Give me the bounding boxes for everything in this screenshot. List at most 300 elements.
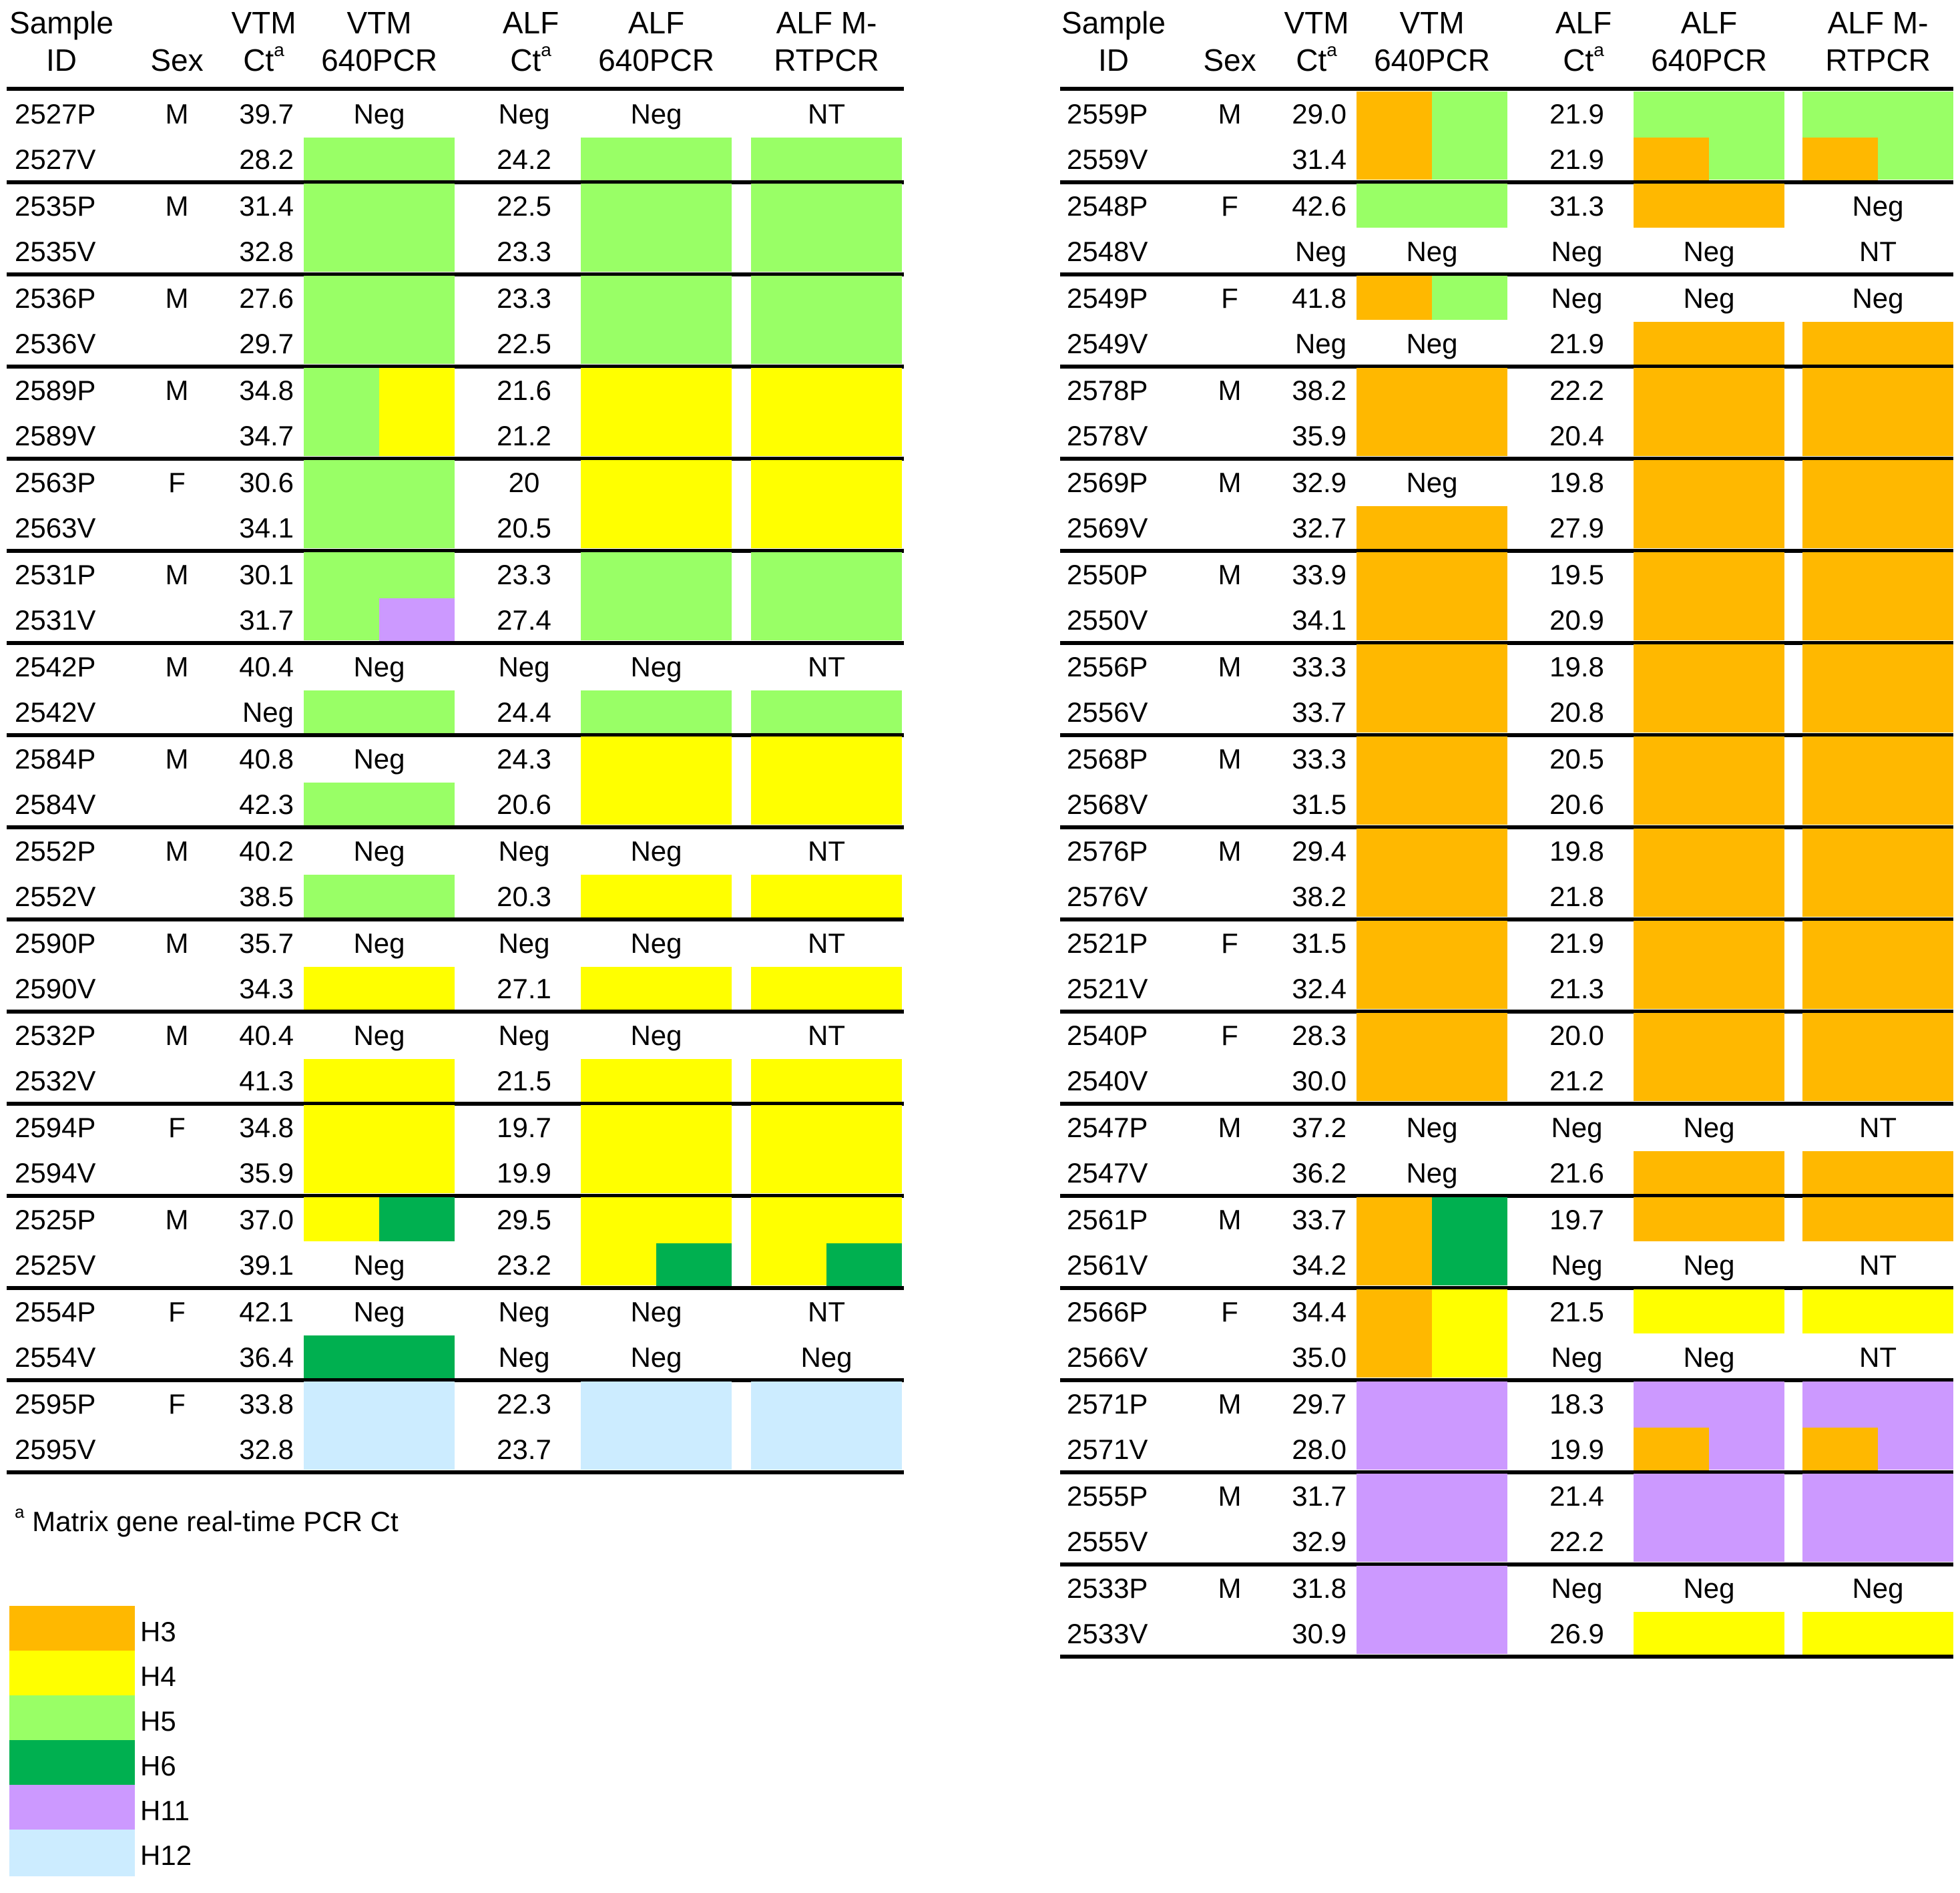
vtm-ct: 28.0 — [1292, 1434, 1346, 1465]
vtm-ct: 41.3 — [239, 1065, 294, 1096]
vtm-640pcr — [1357, 1382, 1507, 1427]
sample-id: 2569V — [1067, 512, 1148, 544]
header-sample_id-line: ID — [46, 43, 77, 77]
alf-640pcr — [1634, 829, 1784, 874]
sample-id: 2589P — [15, 375, 96, 406]
vtm-ct: 33.7 — [1292, 1204, 1346, 1235]
alf-ct: 21.5 — [497, 1065, 551, 1096]
alf-m-rtpcr — [1802, 91, 1953, 137]
sex: F — [1221, 1296, 1238, 1327]
vtm-640pcr — [1357, 1474, 1507, 1519]
vtm-ct: 31.5 — [1292, 789, 1346, 820]
sample-id: 2527P — [15, 98, 96, 130]
sample-id: 2594V — [15, 1157, 96, 1189]
vtm-ct: 30.6 — [239, 467, 294, 498]
vtm-ct: 32.4 — [1292, 973, 1346, 1004]
header-alf_ct-line: ALF — [502, 5, 559, 40]
sex: M — [1218, 1572, 1242, 1604]
alf-ct: 24.3 — [497, 743, 551, 775]
header-rule — [7, 87, 904, 91]
vtm-640pcr: Neg — [1406, 328, 1458, 359]
alf-640pcr — [1634, 505, 1784, 551]
vtm-ct: 30.9 — [1292, 1618, 1346, 1649]
header-vtm_ct — [1280, 4, 1353, 79]
vtm-ct: 34.3 — [239, 973, 294, 1004]
alf-640pcr — [1634, 1289, 1784, 1335]
vtm-640pcr — [1357, 552, 1507, 598]
sex: M — [1218, 1112, 1242, 1143]
vtm-640pcr — [304, 690, 455, 735]
sex: M — [1218, 651, 1242, 682]
alf-ct: 21.9 — [1549, 328, 1604, 359]
vtm-640pcr — [304, 1058, 455, 1104]
alf-640pcr — [581, 874, 732, 919]
vtm-640pcr — [1357, 921, 1507, 966]
alf-m-rtpcr — [1802, 1197, 1953, 1243]
header-sex: Sex — [1203, 43, 1256, 77]
alf-m-rtpcr: NT — [808, 98, 845, 130]
sample-id: 2569P — [1067, 467, 1148, 498]
sample-id: 2542V — [15, 696, 96, 728]
sample-id: 2556V — [1067, 696, 1148, 728]
header-sample_id — [1060, 4, 1167, 79]
alf-m-rtpcr — [1802, 321, 1953, 367]
header-vtm_640-line: 640PCR — [321, 43, 437, 77]
vtm-ct: 38.2 — [1292, 375, 1346, 406]
alf-640pcr — [581, 276, 732, 321]
sex: M — [165, 1020, 189, 1051]
alf-m-rtpcr — [751, 874, 902, 919]
alf-640pcr — [1634, 874, 1784, 919]
alf-ct: 23.2 — [497, 1249, 551, 1281]
sample-id: 2549P — [1067, 282, 1148, 314]
alf-640pcr: Neg — [630, 835, 682, 867]
sex: F — [168, 467, 186, 498]
alf-640pcr — [1634, 321, 1784, 367]
vtm-640pcr — [304, 552, 455, 598]
alf-m-rtpcr — [1802, 874, 1953, 919]
sample-id: 2568V — [1067, 789, 1148, 820]
alf-640pcr — [1634, 644, 1784, 690]
vtm-640pcr — [1357, 184, 1507, 229]
alf-640pcr — [1634, 1611, 1784, 1657]
header-vtm_ct-line: VTM — [231, 5, 296, 40]
header-alf_mrt-line: ALF M- — [1827, 5, 1929, 40]
sex: F — [1221, 927, 1238, 959]
alf-m-rtpcr — [1802, 1289, 1953, 1335]
alf-640pcr — [581, 368, 732, 413]
vtm-640pcr — [1357, 1058, 1507, 1104]
sex: M — [165, 559, 189, 590]
alf-640pcr — [581, 1243, 732, 1288]
alf-640pcr — [581, 321, 732, 367]
alf-m-rtpcr — [1802, 137, 1953, 182]
legend-label-h12: H12 — [140, 1840, 192, 1871]
vtm-ct: Neg — [1294, 328, 1346, 359]
alf-ct: Neg — [1551, 1572, 1603, 1604]
sample-id: 2552V — [15, 881, 96, 912]
sex: M — [165, 743, 189, 775]
alf-ct: 21.9 — [1549, 98, 1604, 130]
vtm-640pcr: Neg — [353, 98, 405, 130]
alf-ct: Neg — [498, 927, 550, 959]
vtm-ct: 41.8 — [1292, 282, 1346, 314]
sample-id: 2561V — [1067, 1249, 1148, 1281]
alf-640pcr — [581, 137, 732, 182]
sex: M — [1218, 375, 1242, 406]
alf-ct: 20.5 — [497, 512, 551, 544]
vtm-ct: 33.8 — [239, 1388, 294, 1420]
header-alf_640 — [581, 4, 732, 79]
vtm-ct: 32.8 — [239, 236, 294, 267]
alf-640pcr: Neg — [630, 1341, 682, 1373]
sex: M — [1218, 559, 1242, 590]
vtm-ct: 34.2 — [1292, 1249, 1346, 1281]
alf-m-rtpcr — [751, 598, 902, 643]
vtm-640pcr — [304, 598, 455, 643]
vtm-ct: 39.1 — [239, 1249, 294, 1281]
alf-ct: 21.9 — [1549, 144, 1604, 175]
vtm-640pcr: Neg — [1406, 1157, 1458, 1189]
alf-640pcr — [581, 1150, 732, 1196]
sample-id: 2576V — [1067, 881, 1148, 912]
alf-ct: 20 — [508, 467, 540, 498]
vtm-640pcr — [304, 1427, 455, 1472]
sample-id: 2535P — [15, 190, 96, 222]
alf-ct: 22.2 — [1549, 375, 1604, 406]
vtm-ct: 29.7 — [1292, 1388, 1346, 1420]
vtm-ct: 31.5 — [1292, 927, 1346, 959]
alf-640pcr: Neg — [1683, 282, 1735, 314]
sample-id: 2566P — [1067, 1296, 1148, 1327]
vtm-640pcr — [1357, 1197, 1507, 1243]
header-vtm_640 — [304, 4, 455, 79]
header-sample_id — [8, 4, 115, 79]
legend-label-h5: H5 — [140, 1705, 176, 1737]
alf-m-rtpcr — [1802, 1013, 1953, 1058]
vtm-640pcr — [1357, 1013, 1507, 1058]
legend-swatch-h12 — [9, 1830, 135, 1876]
alf-640pcr — [581, 505, 732, 551]
alf-640pcr — [1634, 1058, 1784, 1104]
vtm-640pcr — [304, 229, 455, 274]
vtm-ct: 36.4 — [239, 1341, 294, 1373]
alf-m-rtpcr — [751, 321, 902, 367]
vtm-640pcr — [304, 276, 455, 321]
sex: M — [1218, 743, 1242, 775]
alf-m-rtpcr: NT — [1859, 1341, 1897, 1373]
alf-640pcr — [581, 598, 732, 643]
header-vtm_640 — [1357, 4, 1507, 79]
group-rule — [1060, 1655, 1953, 1659]
alf-640pcr: Neg — [630, 651, 682, 682]
alf-m-rtpcr — [1802, 1382, 1953, 1427]
vtm-ct: 38.2 — [1292, 881, 1346, 912]
alf-ct: 27.1 — [497, 973, 551, 1004]
vtm-ct: 33.3 — [1292, 651, 1346, 682]
alf-640pcr — [581, 460, 732, 505]
alf-ct: Neg — [498, 835, 550, 867]
vtm-ct: 31.7 — [239, 604, 294, 636]
alf-640pcr — [581, 552, 732, 598]
legend-label-h6: H6 — [140, 1750, 176, 1781]
vtm-ct: 32.9 — [1292, 467, 1346, 498]
vtm-640pcr — [1357, 782, 1507, 827]
alf-ct: 21.2 — [1549, 1065, 1604, 1096]
sex: M — [1218, 467, 1242, 498]
sample-id: 2578P — [1067, 375, 1148, 406]
sample-id: 2531P — [15, 559, 96, 590]
vtm-ct: 34.4 — [1292, 1296, 1346, 1327]
vtm-640pcr — [1357, 413, 1507, 459]
alf-ct: Neg — [498, 1296, 550, 1327]
sample-id: 2563V — [15, 512, 96, 544]
alf-ct: 20.6 — [497, 789, 551, 820]
alf-m-rtpcr — [751, 1105, 902, 1150]
vtm-ct: 31.8 — [1292, 1572, 1346, 1604]
sex: M — [165, 98, 189, 130]
alf-m-rtpcr — [1802, 966, 1953, 1012]
alf-m-rtpcr: Neg — [800, 1341, 852, 1373]
footnote-mark: a — [15, 1502, 25, 1522]
alf-640pcr — [581, 1197, 732, 1243]
sample-id: 2536P — [15, 282, 96, 314]
alf-640pcr — [581, 1427, 732, 1472]
alf-ct: 22.5 — [497, 190, 551, 222]
sample-id: 2542P — [15, 651, 96, 682]
vtm-640pcr — [1357, 598, 1507, 643]
vtm-ct: 34.8 — [239, 1112, 294, 1143]
alf-m-rtpcr — [1802, 505, 1953, 551]
sample-id: 2535V — [15, 236, 96, 267]
vtm-ct: 39.7 — [239, 98, 294, 130]
vtm-640pcr — [1357, 276, 1507, 321]
sample-id: 2589V — [15, 420, 96, 451]
vtm-ct: 40.4 — [239, 651, 294, 682]
alf-640pcr — [1634, 690, 1784, 735]
alf-640pcr: Neg — [630, 927, 682, 959]
legend-label-h3: H3 — [140, 1616, 176, 1647]
alf-ct: Neg — [498, 1020, 550, 1051]
vtm-640pcr — [304, 505, 455, 551]
sample-id: 2547V — [1067, 1157, 1148, 1189]
alf-m-rtpcr — [1802, 829, 1953, 874]
alf-640pcr — [581, 413, 732, 459]
alf-640pcr: Neg — [1683, 1572, 1735, 1604]
alf-ct: 22.3 — [497, 1388, 551, 1420]
alf-640pcr — [581, 782, 732, 827]
alf-640pcr — [581, 1058, 732, 1104]
sample-id: 2555V — [1067, 1526, 1148, 1557]
alf-640pcr — [1634, 413, 1784, 459]
vtm-640pcr — [1357, 137, 1507, 182]
sample-id: 2552P — [15, 835, 96, 867]
alf-m-rtpcr — [1802, 921, 1953, 966]
header-alf_640-line: ALF — [628, 5, 685, 40]
sex: M — [1218, 1388, 1242, 1420]
vtm-ct: 35.0 — [1292, 1341, 1346, 1373]
header-vtm_ct — [227, 4, 300, 79]
alf-ct: 20.4 — [1549, 420, 1604, 451]
vtm-ct: 29.0 — [1292, 98, 1346, 130]
alf-m-rtpcr — [751, 1197, 902, 1243]
alf-ct: 29.5 — [497, 1204, 551, 1235]
alf-ct: 27.9 — [1549, 512, 1604, 544]
alf-640pcr — [1634, 1427, 1784, 1472]
vtm-640pcr — [1357, 1611, 1507, 1657]
vtm-640pcr: Neg — [1406, 236, 1458, 267]
sex: M — [165, 651, 189, 682]
alf-ct: 19.8 — [1549, 651, 1604, 682]
alf-ct: 26.9 — [1549, 1618, 1604, 1649]
sample-id: 2595V — [15, 1434, 96, 1465]
sex: M — [165, 190, 189, 222]
header-sex: Sex — [150, 43, 204, 77]
alf-640pcr: Neg — [630, 1296, 682, 1327]
legend-swatch-h3 — [9, 1606, 135, 1653]
alf-m-rtpcr — [751, 1150, 902, 1196]
vtm-640pcr — [1357, 368, 1507, 413]
header-alf_ct-line: Ct — [1563, 43, 1594, 77]
vtm-ct: 35.9 — [239, 1157, 294, 1189]
alf-m-rtpcr: NT — [808, 835, 845, 867]
sex: F — [1221, 1020, 1238, 1051]
vtm-ct: 40.4 — [239, 1020, 294, 1051]
vtm-640pcr — [1357, 91, 1507, 137]
header-rule — [1060, 87, 1953, 91]
sex: F — [168, 1112, 186, 1143]
vtm-640pcr — [304, 1197, 455, 1243]
alf-m-rtpcr — [1802, 1474, 1953, 1519]
alf-640pcr — [581, 229, 732, 274]
header-alf_ct — [494, 4, 567, 79]
alf-m-rtpcr — [1802, 737, 1953, 782]
sample-id: 2584V — [15, 789, 96, 820]
header-alf_mrt-line: RTPCR — [774, 43, 879, 77]
header-alf_ct-sup: a — [1594, 39, 1604, 60]
sample-id: 2590V — [15, 973, 96, 1004]
alf-640pcr — [1634, 368, 1784, 413]
sample-id: 2548P — [1067, 190, 1148, 222]
alf-m-rtpcr: NT — [808, 1296, 845, 1327]
sample-id: 2571P — [1067, 1388, 1148, 1420]
sex: F — [1221, 282, 1238, 314]
alf-m-rtpcr: NT — [808, 1020, 845, 1051]
sample-id: 2521V — [1067, 973, 1148, 1004]
alf-ct: 27.4 — [497, 604, 551, 636]
sample-id: 2533V — [1067, 1618, 1148, 1649]
alf-m-rtpcr — [751, 1058, 902, 1104]
alf-m-rtpcr — [751, 966, 902, 1012]
sex: M — [165, 835, 189, 867]
alf-ct: 23.3 — [497, 236, 551, 267]
sample-id: 2554V — [15, 1341, 96, 1373]
sex: M — [165, 282, 189, 314]
header-alf_ct-sup: a — [541, 39, 551, 60]
sample-id: 2559V — [1067, 144, 1148, 175]
vtm-ct: 33.7 — [1292, 696, 1346, 728]
vtm-640pcr — [1357, 505, 1507, 551]
vtm-640pcr: Neg — [353, 651, 405, 682]
header-vtm_ct-sup: a — [274, 39, 284, 60]
vtm-640pcr — [304, 137, 455, 182]
vtm-640pcr — [1357, 1566, 1507, 1611]
sample-id: 2540V — [1067, 1065, 1148, 1096]
legend-label-h11: H11 — [140, 1795, 190, 1826]
vtm-640pcr — [1357, 829, 1507, 874]
alf-640pcr: Neg — [630, 98, 682, 130]
alf-ct: 20.0 — [1549, 1020, 1604, 1051]
vtm-ct: 34.7 — [239, 420, 294, 451]
sample-id: 2550P — [1067, 559, 1148, 590]
alf-m-rtpcr — [751, 276, 902, 321]
alf-ct: 19.9 — [497, 1157, 551, 1189]
alf-ct: 20.3 — [497, 881, 551, 912]
alf-m-rtpcr: Neg — [1852, 1572, 1904, 1604]
alf-ct: 19.7 — [1549, 1204, 1604, 1235]
alf-ct: 31.3 — [1549, 190, 1604, 222]
alf-m-rtpcr — [751, 552, 902, 598]
vtm-640pcr — [1357, 1519, 1507, 1564]
header-alf_640-line: 640PCR — [598, 43, 714, 77]
vtm-640pcr: Neg — [353, 1296, 405, 1327]
vtm-ct: 37.2 — [1292, 1112, 1346, 1143]
alf-640pcr — [1634, 91, 1784, 137]
vtm-640pcr — [304, 460, 455, 505]
vtm-ct: 34.1 — [1292, 604, 1346, 636]
vtm-640pcr — [1357, 644, 1507, 690]
alf-m-rtpcr — [751, 1243, 902, 1288]
vtm-ct: 31.4 — [239, 190, 294, 222]
alf-ct: Neg — [498, 98, 550, 130]
alf-ct: 20.5 — [1549, 743, 1604, 775]
vtm-ct: 32.9 — [1292, 1526, 1346, 1557]
alf-m-rtpcr: NT — [1859, 236, 1897, 267]
legend-swatch-h6 — [9, 1740, 135, 1787]
vtm-ct: 32.8 — [239, 1434, 294, 1465]
alf-m-rtpcr — [1802, 368, 1953, 413]
header-alf_mrt — [751, 4, 902, 79]
header-alf_mrt-line: ALF M- — [776, 5, 877, 40]
vtm-640pcr — [304, 874, 455, 919]
sample-id: 2594P — [15, 1112, 96, 1143]
alf-640pcr — [581, 690, 732, 735]
sample-id: 2559P — [1067, 98, 1148, 130]
vtm-ct: 27.6 — [239, 282, 294, 314]
alf-640pcr — [581, 1382, 732, 1427]
sample-id: 2521P — [1067, 927, 1148, 959]
alf-m-rtpcr — [1802, 1611, 1953, 1657]
header-alf_640 — [1634, 4, 1784, 79]
alf-ct: 20.8 — [1549, 696, 1604, 728]
vtm-640pcr — [1357, 1289, 1507, 1335]
sample-id: 2527V — [15, 144, 96, 175]
alf-m-rtpcr — [751, 229, 902, 274]
alf-640pcr — [1634, 598, 1784, 643]
vtm-ct: 30.1 — [239, 559, 294, 590]
legend-swatch-h11 — [9, 1785, 135, 1832]
sample-id: 2525P — [15, 1204, 96, 1235]
alf-m-rtpcr — [1802, 1427, 1953, 1472]
header-sample_id-line: ID — [1098, 43, 1129, 77]
sample-id: 2533P — [1067, 1572, 1148, 1604]
sample-id: 2556P — [1067, 651, 1148, 682]
alf-m-rtpcr — [751, 413, 902, 459]
alf-m-rtpcr: NT — [1859, 1112, 1897, 1143]
alf-m-rtpcr — [1802, 690, 1953, 735]
vtm-ct: 29.4 — [1292, 835, 1346, 867]
header-vtm_ct-sup: a — [1326, 39, 1337, 60]
